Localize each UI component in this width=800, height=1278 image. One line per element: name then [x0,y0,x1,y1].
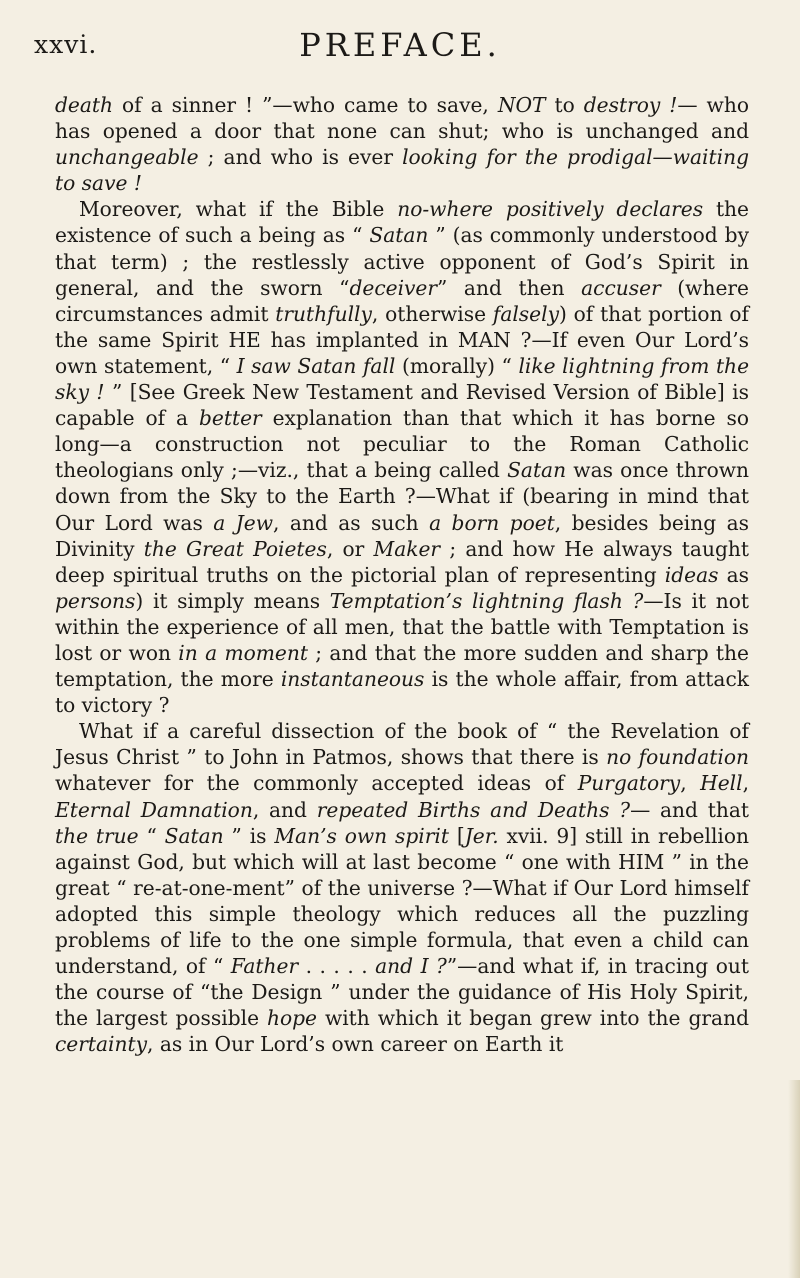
text-run: , besides being as Divinity [55,510,749,561]
italic-run: repeated Births and Deaths ? [316,797,631,822]
text-run: ) it simply means [135,588,330,613]
text-run: , as in Our Lord’s own career on Earth it [147,1032,564,1057]
paragraph [55,92,749,196]
italic-run: Maker [373,536,441,561]
text-run: , otherwise [371,301,493,326]
text-run: . . . . . [298,954,376,979]
text-run: as [718,562,749,587]
text-run: whatever for the commonly accepted ideas of [55,771,578,796]
text-run: ” is [223,823,275,848]
italic-run: deceiver [349,275,438,300]
text-run: “ [138,823,165,848]
text-run: [ [448,823,465,848]
text-run: (morally) “ [395,353,519,378]
italic-run: Jer. [464,823,499,848]
text-run: What if a careful dissection of the book of “ the Revelation of Jesus Christ ” to John in Patmos, shows that there is [55,719,749,770]
running-head: PREFACE. [299,26,501,64]
body-text [55,92,749,1057]
italic-run: Man’s own spirit [274,823,449,848]
italic-run: certainty [55,1032,148,1057]
text-run: ” and then [437,275,582,300]
text-run: , and [252,797,317,822]
italic-run: instantaneous [280,667,425,692]
text-run: of a sinner ! ”—who came to save, [113,93,498,117]
italic-run: in a moment [178,640,308,665]
italic-run: falsely [492,301,559,326]
italic-run: ideas [664,562,719,587]
text-run: ” (as commonly understood by that term) ; the restlessly active opponent of God’s Spirit in general, and the sworn “ [55,223,749,300]
text-run: is the whole affair, from attack to victory ? [55,667,749,718]
text-run: , and as such [273,510,430,535]
text-run: ; and who is ever [198,145,403,170]
italic-run: Father [230,954,299,979]
italic-run: the true [55,823,139,848]
text-run: , [680,771,701,796]
page-header [34,22,766,72]
text-run: to [545,93,584,117]
italic-run: better [198,406,262,431]
italic-run: a Jew [213,510,273,535]
text-run: the existence of such a being as “ [55,197,749,248]
italic-run: no foundation [606,745,749,770]
text-run: Moreover, what if the Bible [79,197,398,222]
italic-run: no-where positively declares [397,197,704,222]
text-run: ” [See Greek New Testament and Revised Version of Bible] is capable of a [55,380,749,431]
text-run: — and that [630,797,749,822]
italic-run: Hell [700,771,743,796]
italic-run: I saw Satan fall [236,353,396,378]
text-run: ”—and what if, in tracing out the course of “the Design ” under the guidance of His Holy Spirit, the largest possible [55,954,749,1031]
text-run: , or [326,536,374,561]
italic-run: NOT [497,93,546,117]
italic-run: Eternal Damnation [55,797,253,822]
italic-run: persons [55,588,136,613]
text-run: was once thrown down from the Sky to the Earth ?—What if (bearing in mind that Our Lord was [55,458,749,535]
italic-run: like lightning from the sky ! [55,353,750,405]
italic-run: truthfully [275,301,372,326]
italic-run: Purgatory [577,771,681,796]
paragraph [55,718,749,1057]
text-run: xvii. 9] still in rebellion against God, but which will at last become “ one with HIM ” in the great “ re-at-one-ment” of the universe ?—What if Our Lord himself adopted this simple theology which reduces all the puzzling problems of life to the one simple formula, that even a child can understand, of “ [55,823,750,979]
italic-run: looking for the prodigal—waiting to save ! [55,145,749,196]
text-run: explanation than that which it has borne so long—a construction not peculiar to the Roman Catholic theologians only ;—viz., that a being called [55,406,749,483]
italic-run: accuser [581,275,661,300]
italic-run: hope [266,1006,317,1031]
text-run: ; and that the more sudden and sharp the temptation, the more [55,640,749,692]
italic-run: Temptation’s lightning flash ? [329,588,644,613]
italic-run: death [55,93,114,117]
text-run: (where circumstances admit [55,275,749,326]
italic-run: a born poet [429,510,555,535]
text-run: —Is it not within the experience of all men, that the battle with Temptation is lost or won [55,588,750,665]
italic-run: Satan [164,823,224,848]
italic-run: the Great Poietes [143,536,327,561]
text-run: — who has opened a door that none can shut; who is unchanged and [55,93,749,144]
italic-run: destroy ! [583,93,678,117]
italic-run: Satan [507,458,567,483]
page-edge-shading [788,1080,800,1278]
italic-run: and I ? [375,954,447,979]
italic-run: Satan [369,223,429,248]
text-run: with which it began grew into the grand [317,1006,749,1031]
paragraph [55,196,749,718]
text-run: ; and how He always taught deep spiritual truths on the pictorial plan of representing [55,536,749,587]
italic-run: unchangeable [55,145,199,170]
text-run: ) of that portion of the same Spirit HE has implanted in MAN ?—If even Our Lord’s own statement, “ [55,301,749,378]
text-run: , [742,771,749,796]
page-number: xxvi. [34,30,98,59]
